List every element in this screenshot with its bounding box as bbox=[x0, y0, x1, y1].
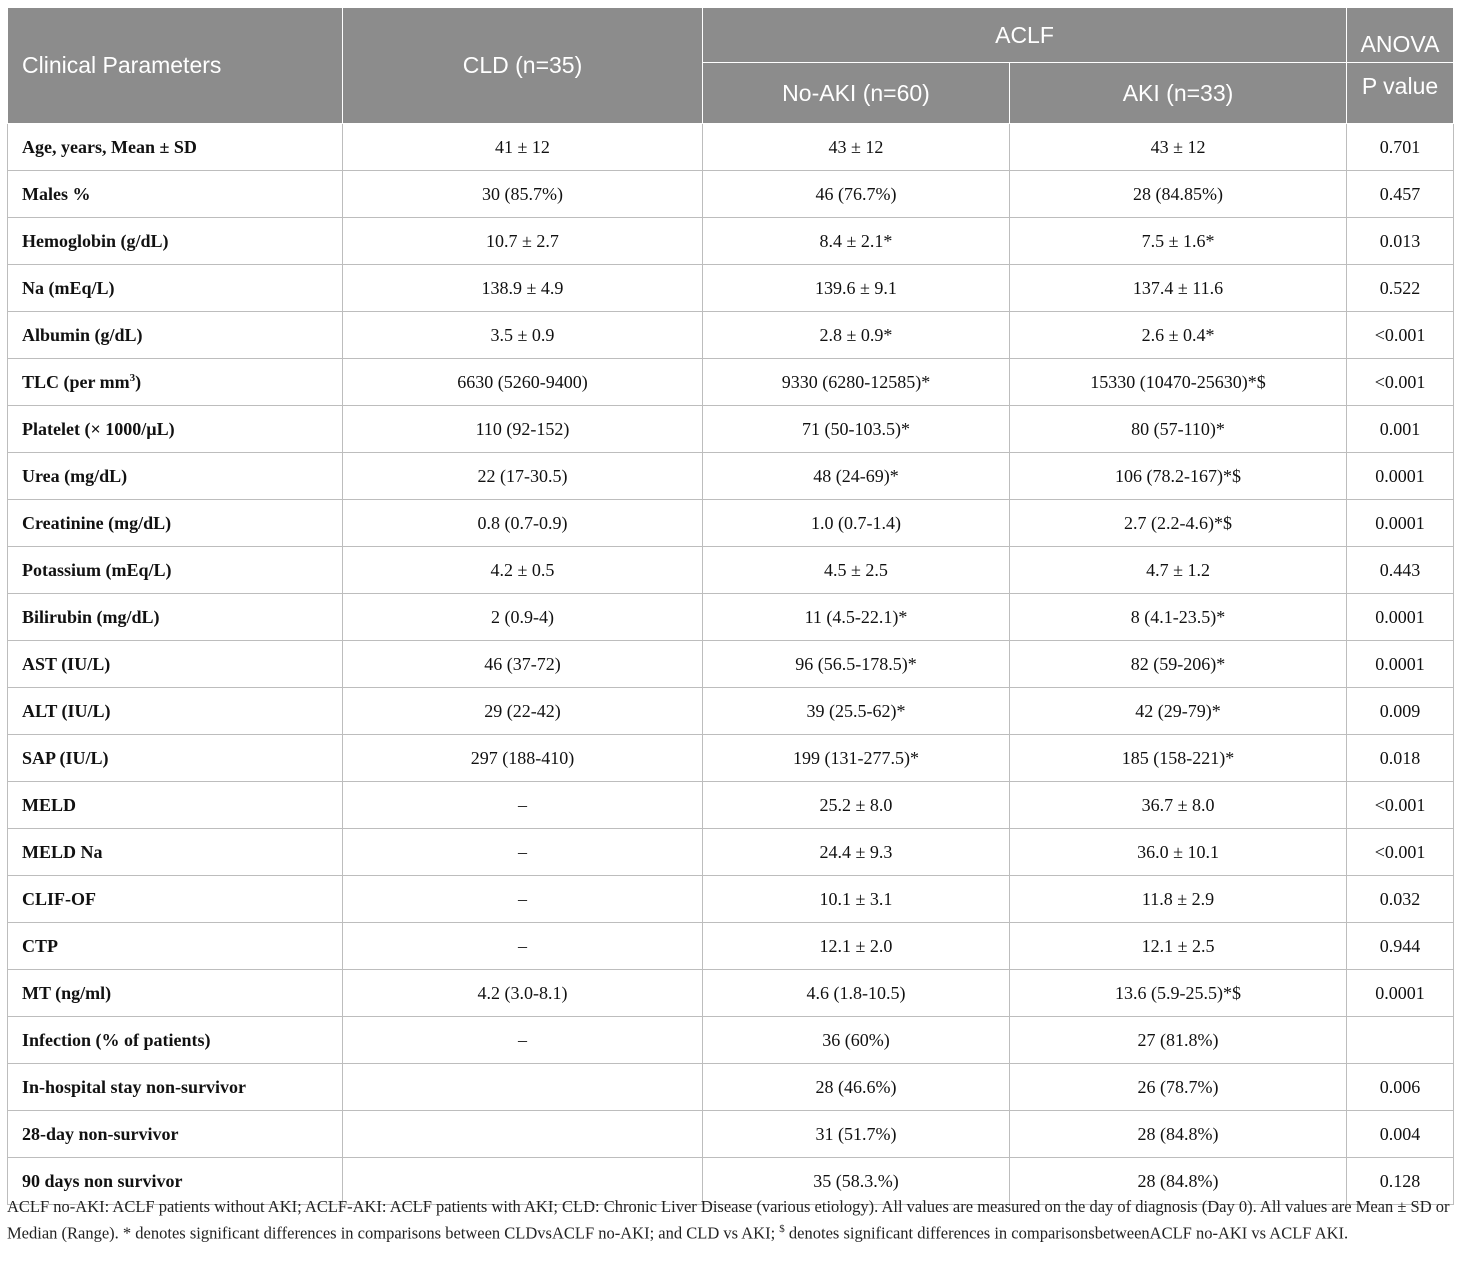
cell-no-aki: 24.4 ± 9.3 bbox=[703, 829, 1010, 876]
cell-aki: 15330 (10470-25630)*$ bbox=[1010, 359, 1347, 406]
table-row bbox=[8, 735, 1454, 782]
row-label: MT (ng/ml) bbox=[8, 970, 343, 1017]
cell-no-aki: 96 (56.5-178.5)* bbox=[703, 641, 1010, 688]
cell-aki: 13.6 (5.9-25.5)*$ bbox=[1010, 970, 1347, 1017]
row-label: Urea (mg/dL) bbox=[8, 453, 343, 500]
cell-no-aki: 46 (76.7%) bbox=[703, 171, 1010, 218]
cell-cld: 29 (22-42) bbox=[343, 688, 703, 735]
row-label: SAP (IU/L) bbox=[8, 735, 343, 782]
cell-cld: 3.5 ± 0.9 bbox=[343, 312, 703, 359]
cell-cld bbox=[343, 1111, 703, 1158]
cell-aki: 82 (59-206)* bbox=[1010, 641, 1347, 688]
table-row bbox=[8, 406, 1454, 453]
cell-cld: 4.2 ± 0.5 bbox=[343, 547, 703, 594]
cell-no-aki: 36 (60%) bbox=[703, 1017, 1010, 1064]
cell-no-aki: 31 (51.7%) bbox=[703, 1111, 1010, 1158]
cell-aki: 8 (4.1-23.5)* bbox=[1010, 594, 1347, 641]
table-row bbox=[8, 124, 1454, 171]
cell-p-value: <0.001 bbox=[1347, 829, 1454, 876]
cell-aki: 27 (81.8%) bbox=[1010, 1017, 1347, 1064]
cell-aki: 2.6 ± 0.4* bbox=[1010, 312, 1347, 359]
row-label: MELD bbox=[8, 782, 343, 829]
row-label: 28-day non-survivor bbox=[8, 1111, 343, 1158]
cell-p-value: 0.013 bbox=[1347, 218, 1454, 265]
cell-cld: – bbox=[343, 782, 703, 829]
cell-cld: 138.9 ± 4.9 bbox=[343, 265, 703, 312]
table-row bbox=[8, 1017, 1454, 1064]
clinical-parameters-table bbox=[7, 7, 1454, 1205]
cell-p-value: <0.001 bbox=[1347, 312, 1454, 359]
cell-p-value: 0.009 bbox=[1347, 688, 1454, 735]
row-label: CTP bbox=[8, 923, 343, 970]
footnote-text: ACLF no-AKI: ACLF patients without AKI; ACLF-AKI: ACLF patients with AKI; CLD: Chronic Liver Disease (various etiology). All values are measured on the day of diagnosis (Day 0). All values are Mean ± SD or Median (Range). * denotes significant differences in comparisons between CLDvsACLF no-AKI; and CLD vs AKI; bbox=[7, 1197, 1450, 1243]
cell-aki: 80 (57-110)* bbox=[1010, 406, 1347, 453]
row-label-text: TLC (per mm bbox=[22, 371, 130, 392]
cell-no-aki: 1.0 (0.7-1.4) bbox=[703, 500, 1010, 547]
table-row bbox=[8, 876, 1454, 923]
row-label: Potassium (mEq/L) bbox=[8, 547, 343, 594]
row-label: AST (IU/L) bbox=[8, 641, 343, 688]
cell-p-value: 0.004 bbox=[1347, 1111, 1454, 1158]
cell-p-value: 0.006 bbox=[1347, 1064, 1454, 1111]
row-label: Bilirubin (mg/dL) bbox=[8, 594, 343, 641]
table-row bbox=[8, 265, 1454, 312]
table-row bbox=[8, 218, 1454, 265]
cell-p-value: 0.0001 bbox=[1347, 500, 1454, 547]
header-aclf: ACLF bbox=[703, 8, 1347, 63]
table-row bbox=[8, 1111, 1454, 1158]
header-cld: CLD (n=35) bbox=[343, 8, 703, 124]
cell-no-aki: 199 (131-277.5)* bbox=[703, 735, 1010, 782]
cell-no-aki: 48 (24-69)* bbox=[703, 453, 1010, 500]
cell-aki: 137.4 ± 11.6 bbox=[1010, 265, 1347, 312]
table-row bbox=[8, 970, 1454, 1017]
table-row bbox=[8, 594, 1454, 641]
cell-p-value: <0.001 bbox=[1347, 359, 1454, 406]
cell-no-aki: 12.1 ± 2.0 bbox=[703, 923, 1010, 970]
cell-p-value: 0.018 bbox=[1347, 735, 1454, 782]
row-label: MELD Na bbox=[8, 829, 343, 876]
table-row bbox=[8, 1064, 1454, 1111]
cell-p-value: 0.0001 bbox=[1347, 453, 1454, 500]
table-header bbox=[8, 8, 1454, 124]
cell-aki: 2.7 (2.2-4.6)*$ bbox=[1010, 500, 1347, 547]
cell-aki: 185 (158-221)* bbox=[1010, 735, 1347, 782]
cell-cld: 0.8 (0.7-0.9) bbox=[343, 500, 703, 547]
cell-cld: 46 (37-72) bbox=[343, 641, 703, 688]
row-label: 90 days non survivor bbox=[8, 1158, 343, 1205]
table-row bbox=[8, 500, 1454, 547]
cell-no-aki: 25.2 ± 8.0 bbox=[703, 782, 1010, 829]
cell-cld: 30 (85.7%) bbox=[343, 171, 703, 218]
cell-aki: 36.7 ± 8.0 bbox=[1010, 782, 1347, 829]
cell-cld: – bbox=[343, 829, 703, 876]
cell-no-aki: 28 (46.6%) bbox=[703, 1064, 1010, 1111]
cell-p-value: 0.701 bbox=[1347, 124, 1454, 171]
footnote-text-end: denotes significant differences in comparisonsbetweenACLF no-AKI vs ACLF AKI. bbox=[784, 1223, 1349, 1243]
table-row bbox=[8, 829, 1454, 876]
cell-cld: – bbox=[343, 1017, 703, 1064]
cell-cld: 2 (0.9-4) bbox=[343, 594, 703, 641]
table-row bbox=[8, 547, 1454, 594]
cell-aki: 7.5 ± 1.6* bbox=[1010, 218, 1347, 265]
row-label: Albumin (g/dL) bbox=[8, 312, 343, 359]
cell-cld: – bbox=[343, 923, 703, 970]
table-container bbox=[7, 7, 1453, 1205]
cell-cld: 41 ± 12 bbox=[343, 124, 703, 171]
row-label: ALT (IU/L) bbox=[8, 688, 343, 735]
cell-cld: 6630 (5260-9400) bbox=[343, 359, 703, 406]
cell-no-aki: 11 (4.5-22.1)* bbox=[703, 594, 1010, 641]
cell-no-aki: 9330 (6280-12585)* bbox=[703, 359, 1010, 406]
table-row bbox=[8, 312, 1454, 359]
cell-no-aki: 8.4 ± 2.1* bbox=[703, 218, 1010, 265]
row-label-close: ) bbox=[135, 371, 142, 392]
table-body bbox=[8, 124, 1454, 1205]
row-label: Age, years, Mean ± SD bbox=[8, 124, 343, 171]
table-row bbox=[8, 359, 1454, 406]
cell-aki: 12.1 ± 2.5 bbox=[1010, 923, 1347, 970]
cell-p-value: 0.522 bbox=[1347, 265, 1454, 312]
cell-aki: 43 ± 12 bbox=[1010, 124, 1347, 171]
row-label: In-hospital stay non-survivor bbox=[8, 1064, 343, 1111]
row-label: CLIF-OF bbox=[8, 876, 343, 923]
cell-no-aki: 35 (58.3.%) bbox=[703, 1158, 1010, 1205]
cell-no-aki: 139.6 ± 9.1 bbox=[703, 265, 1010, 312]
cell-p-value: 0.128 bbox=[1347, 1158, 1454, 1205]
table-row bbox=[8, 688, 1454, 735]
superscript: 3 bbox=[129, 371, 136, 384]
cell-p-value: 0.443 bbox=[1347, 547, 1454, 594]
cell-aki: 28 (84.8%) bbox=[1010, 1158, 1347, 1205]
cell-p-value: 0.0001 bbox=[1347, 594, 1454, 641]
cell-no-aki: 39 (25.5-62)* bbox=[703, 688, 1010, 735]
cell-aki: 42 (29-79)* bbox=[1010, 688, 1347, 735]
cell-no-aki: 2.8 ± 0.9* bbox=[703, 312, 1010, 359]
row-label: Platelet (× 1000/µL) bbox=[8, 406, 343, 453]
header-p-value: P value bbox=[1347, 63, 1454, 124]
row-label: Creatinine (mg/dL) bbox=[8, 500, 343, 547]
cell-p-value: 0.0001 bbox=[1347, 970, 1454, 1017]
table-row bbox=[8, 641, 1454, 688]
row-label: Males % bbox=[8, 171, 343, 218]
cell-aki: 26 (78.7%) bbox=[1010, 1064, 1347, 1111]
table-row bbox=[8, 453, 1454, 500]
row-label: Infection (% of patients) bbox=[8, 1017, 343, 1064]
cell-cld: 22 (17-30.5) bbox=[343, 453, 703, 500]
cell-aki: 11.8 ± 2.9 bbox=[1010, 876, 1347, 923]
cell-cld: – bbox=[343, 876, 703, 923]
cell-cld: 10.7 ± 2.7 bbox=[343, 218, 703, 265]
cell-aki: 28 (84.85%) bbox=[1010, 171, 1347, 218]
cell-p-value bbox=[1347, 1017, 1454, 1064]
header-no-aki: No-AKI (n=60) bbox=[703, 63, 1010, 124]
footnote-superscript: $ bbox=[779, 1223, 785, 1235]
cell-no-aki: 10.1 ± 3.1 bbox=[703, 876, 1010, 923]
cell-cld: 110 (92-152) bbox=[343, 406, 703, 453]
header-anova: ANOVA bbox=[1347, 8, 1454, 63]
cell-p-value: 0.032 bbox=[1347, 876, 1454, 923]
cell-cld bbox=[343, 1064, 703, 1111]
cell-p-value: 0.944 bbox=[1347, 923, 1454, 970]
cell-p-value: <0.001 bbox=[1347, 782, 1454, 829]
cell-aki: 36.0 ± 10.1 bbox=[1010, 829, 1347, 876]
cell-no-aki: 43 ± 12 bbox=[703, 124, 1010, 171]
cell-p-value: 0.457 bbox=[1347, 171, 1454, 218]
table-row bbox=[8, 782, 1454, 829]
table-footnote bbox=[7, 1195, 1453, 1245]
header-clinical-parameters: Clinical Parameters bbox=[8, 8, 343, 124]
cell-no-aki: 71 (50-103.5)* bbox=[703, 406, 1010, 453]
row-label: Na (mEq/L) bbox=[8, 265, 343, 312]
cell-no-aki: 4.6 (1.8-10.5) bbox=[703, 970, 1010, 1017]
table-row bbox=[8, 171, 1454, 218]
table-row bbox=[8, 923, 1454, 970]
cell-aki: 106 (78.2-167)*$ bbox=[1010, 453, 1347, 500]
cell-p-value: 0.001 bbox=[1347, 406, 1454, 453]
cell-p-value: 0.0001 bbox=[1347, 641, 1454, 688]
cell-aki: 28 (84.8%) bbox=[1010, 1111, 1347, 1158]
cell-cld: 4.2 (3.0-8.1) bbox=[343, 970, 703, 1017]
header-aki: AKI (n=33) bbox=[1010, 63, 1347, 124]
cell-no-aki: 4.5 ± 2.5 bbox=[703, 547, 1010, 594]
cell-cld: 297 (188-410) bbox=[343, 735, 703, 782]
row-label: Hemoglobin (g/dL) bbox=[8, 218, 343, 265]
row-label bbox=[8, 359, 343, 406]
cell-aki: 4.7 ± 1.2 bbox=[1010, 547, 1347, 594]
